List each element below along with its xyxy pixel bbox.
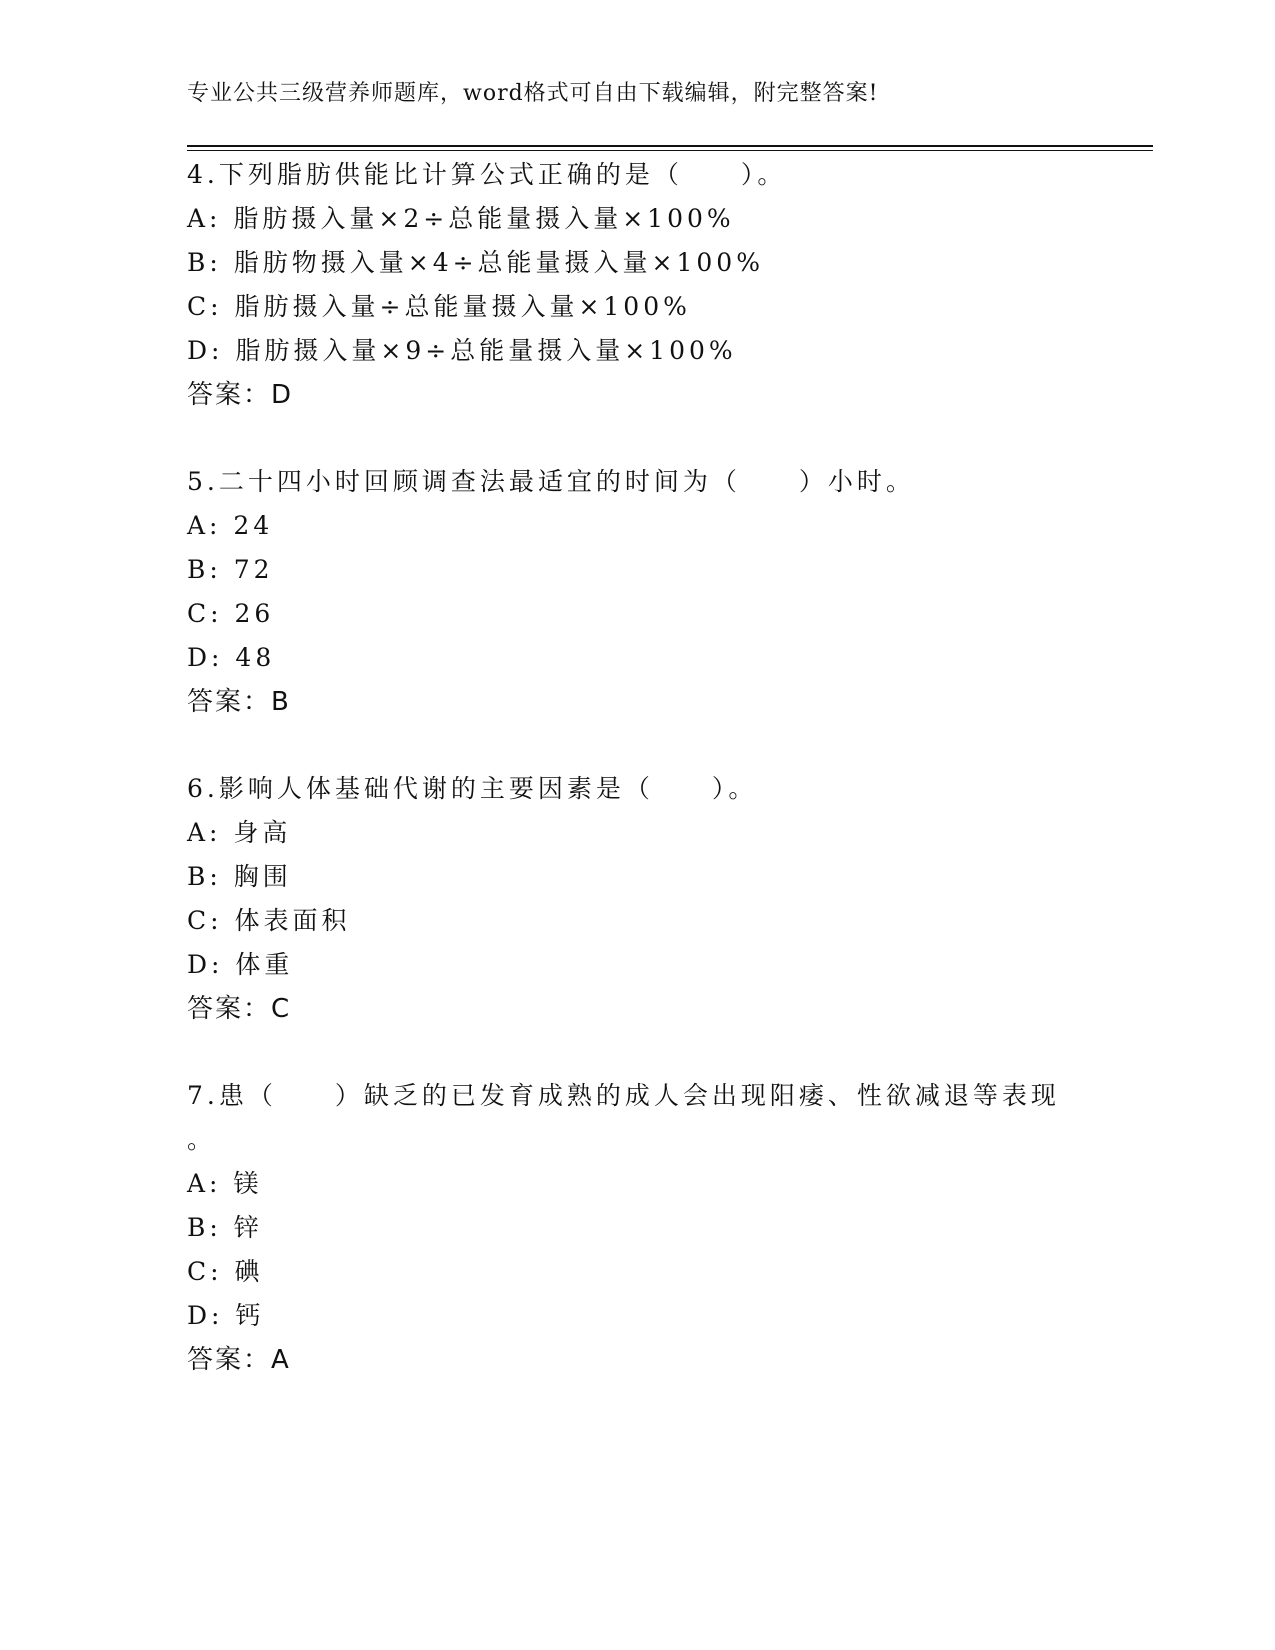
question-stem: 4.下列脂肪供能比计算公式正确的是（ ）。: [187, 160, 787, 189]
question-stem: 6.影响人体基础代谢的主要因素是（ ）。: [187, 774, 758, 803]
option-b: B: 脂肪物摄入量×4÷总能量摄入量×100%: [187, 248, 764, 277]
question-stem: 7.患（ ）缺乏的已发育成熟的成人会出现阳痿、性欲减退等表现: [187, 1081, 1060, 1110]
answer: 答案：B: [187, 687, 291, 717]
option-b: B: 胸围: [187, 862, 292, 891]
question-stem: 5.二十四小时回顾调查法最适宜的时间为（ ）小时。: [187, 467, 915, 496]
option-d: D: 体重: [187, 950, 294, 979]
option-d: D: 48: [187, 643, 276, 672]
answer: 答案：C: [187, 994, 292, 1024]
answer: 答案：A: [187, 1345, 291, 1375]
header-rule: [187, 145, 1153, 151]
answer: 答案：D: [187, 380, 294, 410]
option-b: B: 72: [187, 555, 274, 584]
option-c: C: 碘: [187, 1257, 264, 1286]
option-c: C: 脂肪摄入量÷总能量摄入量×100%: [187, 292, 691, 321]
option-c: C: 体表面积: [187, 906, 351, 935]
option-b: B: 锌: [187, 1213, 263, 1242]
option-a: A: 24: [187, 511, 274, 540]
question-stem-continued: 。: [187, 1125, 217, 1154]
page-header: 专业公共三级营养师题库，word格式可自由下载编辑，附完整答案!: [187, 81, 879, 106]
option-a: A: 镁: [187, 1169, 263, 1198]
option-d: D: 脂肪摄入量×9÷总能量摄入量×100%: [187, 336, 737, 365]
option-a: A: 脂肪摄入量×2÷总能量摄入量×100%: [187, 204, 735, 233]
option-d: D: 钙: [187, 1301, 265, 1330]
option-c: C: 26: [187, 599, 275, 628]
option-a: A: 身高: [187, 818, 292, 847]
